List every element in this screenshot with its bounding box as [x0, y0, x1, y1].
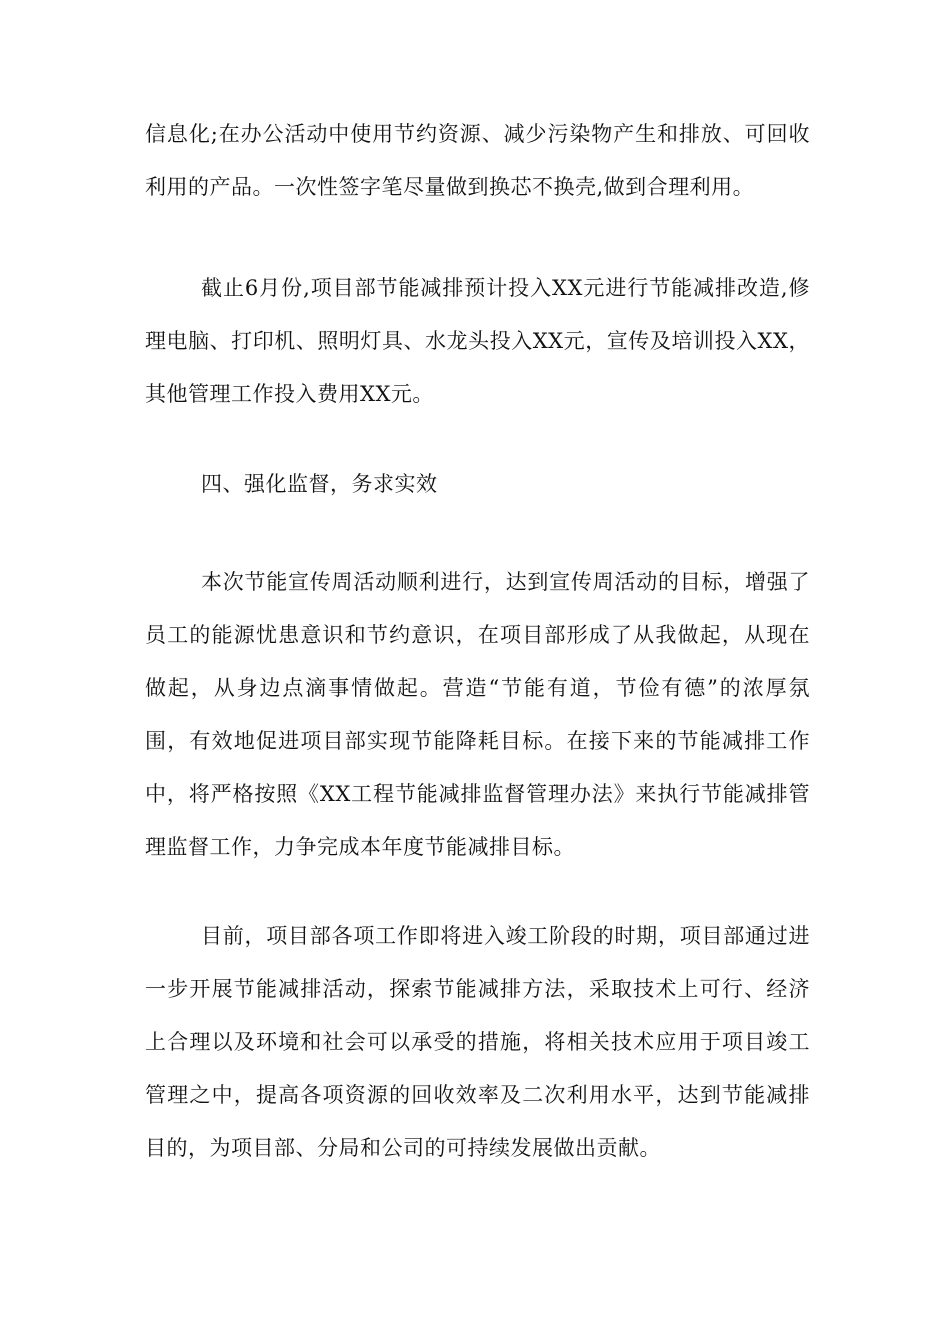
section-heading: 四、强化监督，务求实效: [201, 472, 438, 496]
paragraph-publicity-week: 本次节能宣传周活动顺利进行，达到宣传周活动的目标，增强了员工的能源忧患意识和节约意识，在项目部形成了从我做起，从现在做起，从身边点滴事情做起。营造“节能有道，节俭有德”的浓厚氛围，有效地促进项目部实现节能降耗目标。在接下来的节能减排工作中，将严格按照《XX工程节能减排监督管理办法》来执行节能减排管理监督工作，力争完成本年度节能减排目标。: [145, 570, 810, 859]
paragraph-current-stage: 目前，项目部各项工作即将进入竣工阶段的时期，项目部通过进一步开展节能减排活动，探索节能减排方法，采取技术上可行、经济上合理以及环境和社会可以承受的措施，将相关技术应用于项目竣工管理之中，提高各项资源的回收效率及二次利用水平，达到节能减排目的，为项目部、分局和公司的可持续发展做出贡献。: [145, 924, 810, 1160]
paragraph-investment: 截止6月份,项目部节能减排预计投入XX元进行节能减排改造,修理电脑、打印机、照明灯具、水龙头投入XX元，宣传及培训投入XX，其他管理工作投入费用XX元。: [145, 276, 810, 406]
paragraph-continuation: 信息化;在办公活动中使用节约资源、减少污染物产生和排放、可回收利用的产品。一次性签字笔尽量做到换芯不换壳,做到合理利用。: [145, 122, 810, 199]
